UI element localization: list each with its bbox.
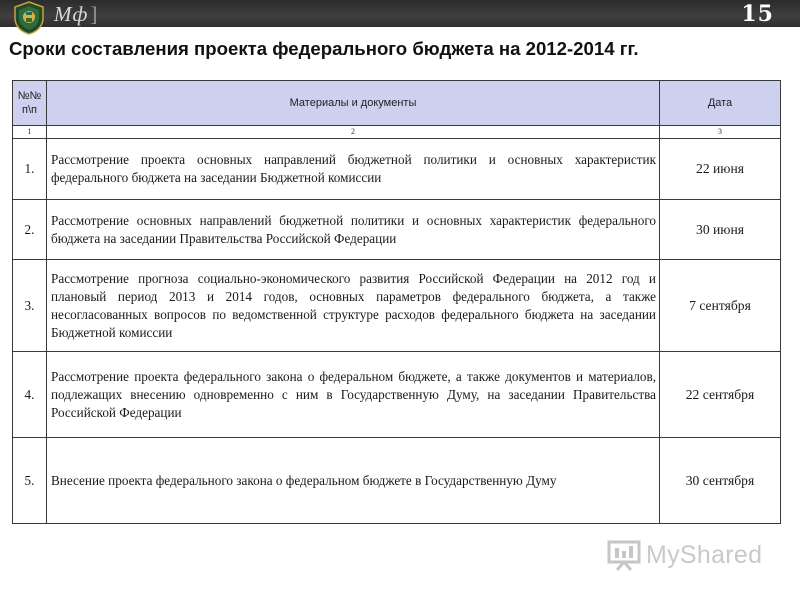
table-row [13,139,781,200]
column-index: 2 [47,126,660,139]
table-header-row [13,81,781,126]
slide-number: 15 [741,1,774,27]
row-date: 7 сентября [660,260,781,352]
slide-header-bar [0,0,800,27]
row-number: 2. [13,200,47,260]
divider: ] [90,2,99,26]
table-row [13,200,781,260]
table-row [13,438,781,524]
myshared-watermark [606,539,766,573]
column-index-row [13,126,781,139]
budget-schedule-table [12,80,781,524]
column-index: 3 [660,126,781,139]
ministry-emblem-icon [12,1,46,35]
ministry-mark-text: Мф [54,2,89,26]
row-number: 3. [13,260,47,352]
row-description: Рассмотрение основных направлений бюджетной политики и основных характеристик федерального бюджета на заседании Правительства Российской Федерации [47,200,660,260]
watermark-text: MyShared [646,541,763,569]
column-header-materials: Материалы и документы [47,81,660,126]
table-row [13,260,781,352]
row-description: Внесение проекта федерального закона о федеральном бюджете в Государственную Думу [47,438,660,524]
row-description: Рассмотрение проекта федерального закона о федеральном бюджете, а также документов и материалов, подлежащих внесению одновременно с ним в Государственную Думу, на заседании Правительства Российской Федерации [47,352,660,438]
row-date: 30 июня [660,200,781,260]
table-row [13,352,781,438]
row-date: 30 сентября [660,438,781,524]
row-date: 22 июня [660,139,781,200]
presentation-board-icon [606,539,642,571]
ministry-mark [54,2,98,24]
row-description: Рассмотрение проекта основных направлений бюджетной политики и основных характеристик федерального бюджета на заседании Бюджетной комиссии [47,139,660,200]
row-description: Рассмотрение прогноза социально-экономического развития Российской Федерации на 2012 год и плановый период 2013 и 2014 годов, основных параметров федерального бюджета, а также несогласованных вопросов по ведомственной структуре расходов федерального бюджета на заседании Бюджетной комиссии [47,260,660,352]
row-number: 5. [13,438,47,524]
row-number: 4. [13,352,47,438]
column-header-number: №№ п\п [13,81,47,126]
column-index: 1 [13,126,47,139]
row-date: 22 сентября [660,352,781,438]
column-header-date: Дата [660,81,781,126]
slide-title: Сроки составления проекта федерального бюджета на 2012-2014 гг. [9,38,639,59]
row-number: 1. [13,139,47,200]
